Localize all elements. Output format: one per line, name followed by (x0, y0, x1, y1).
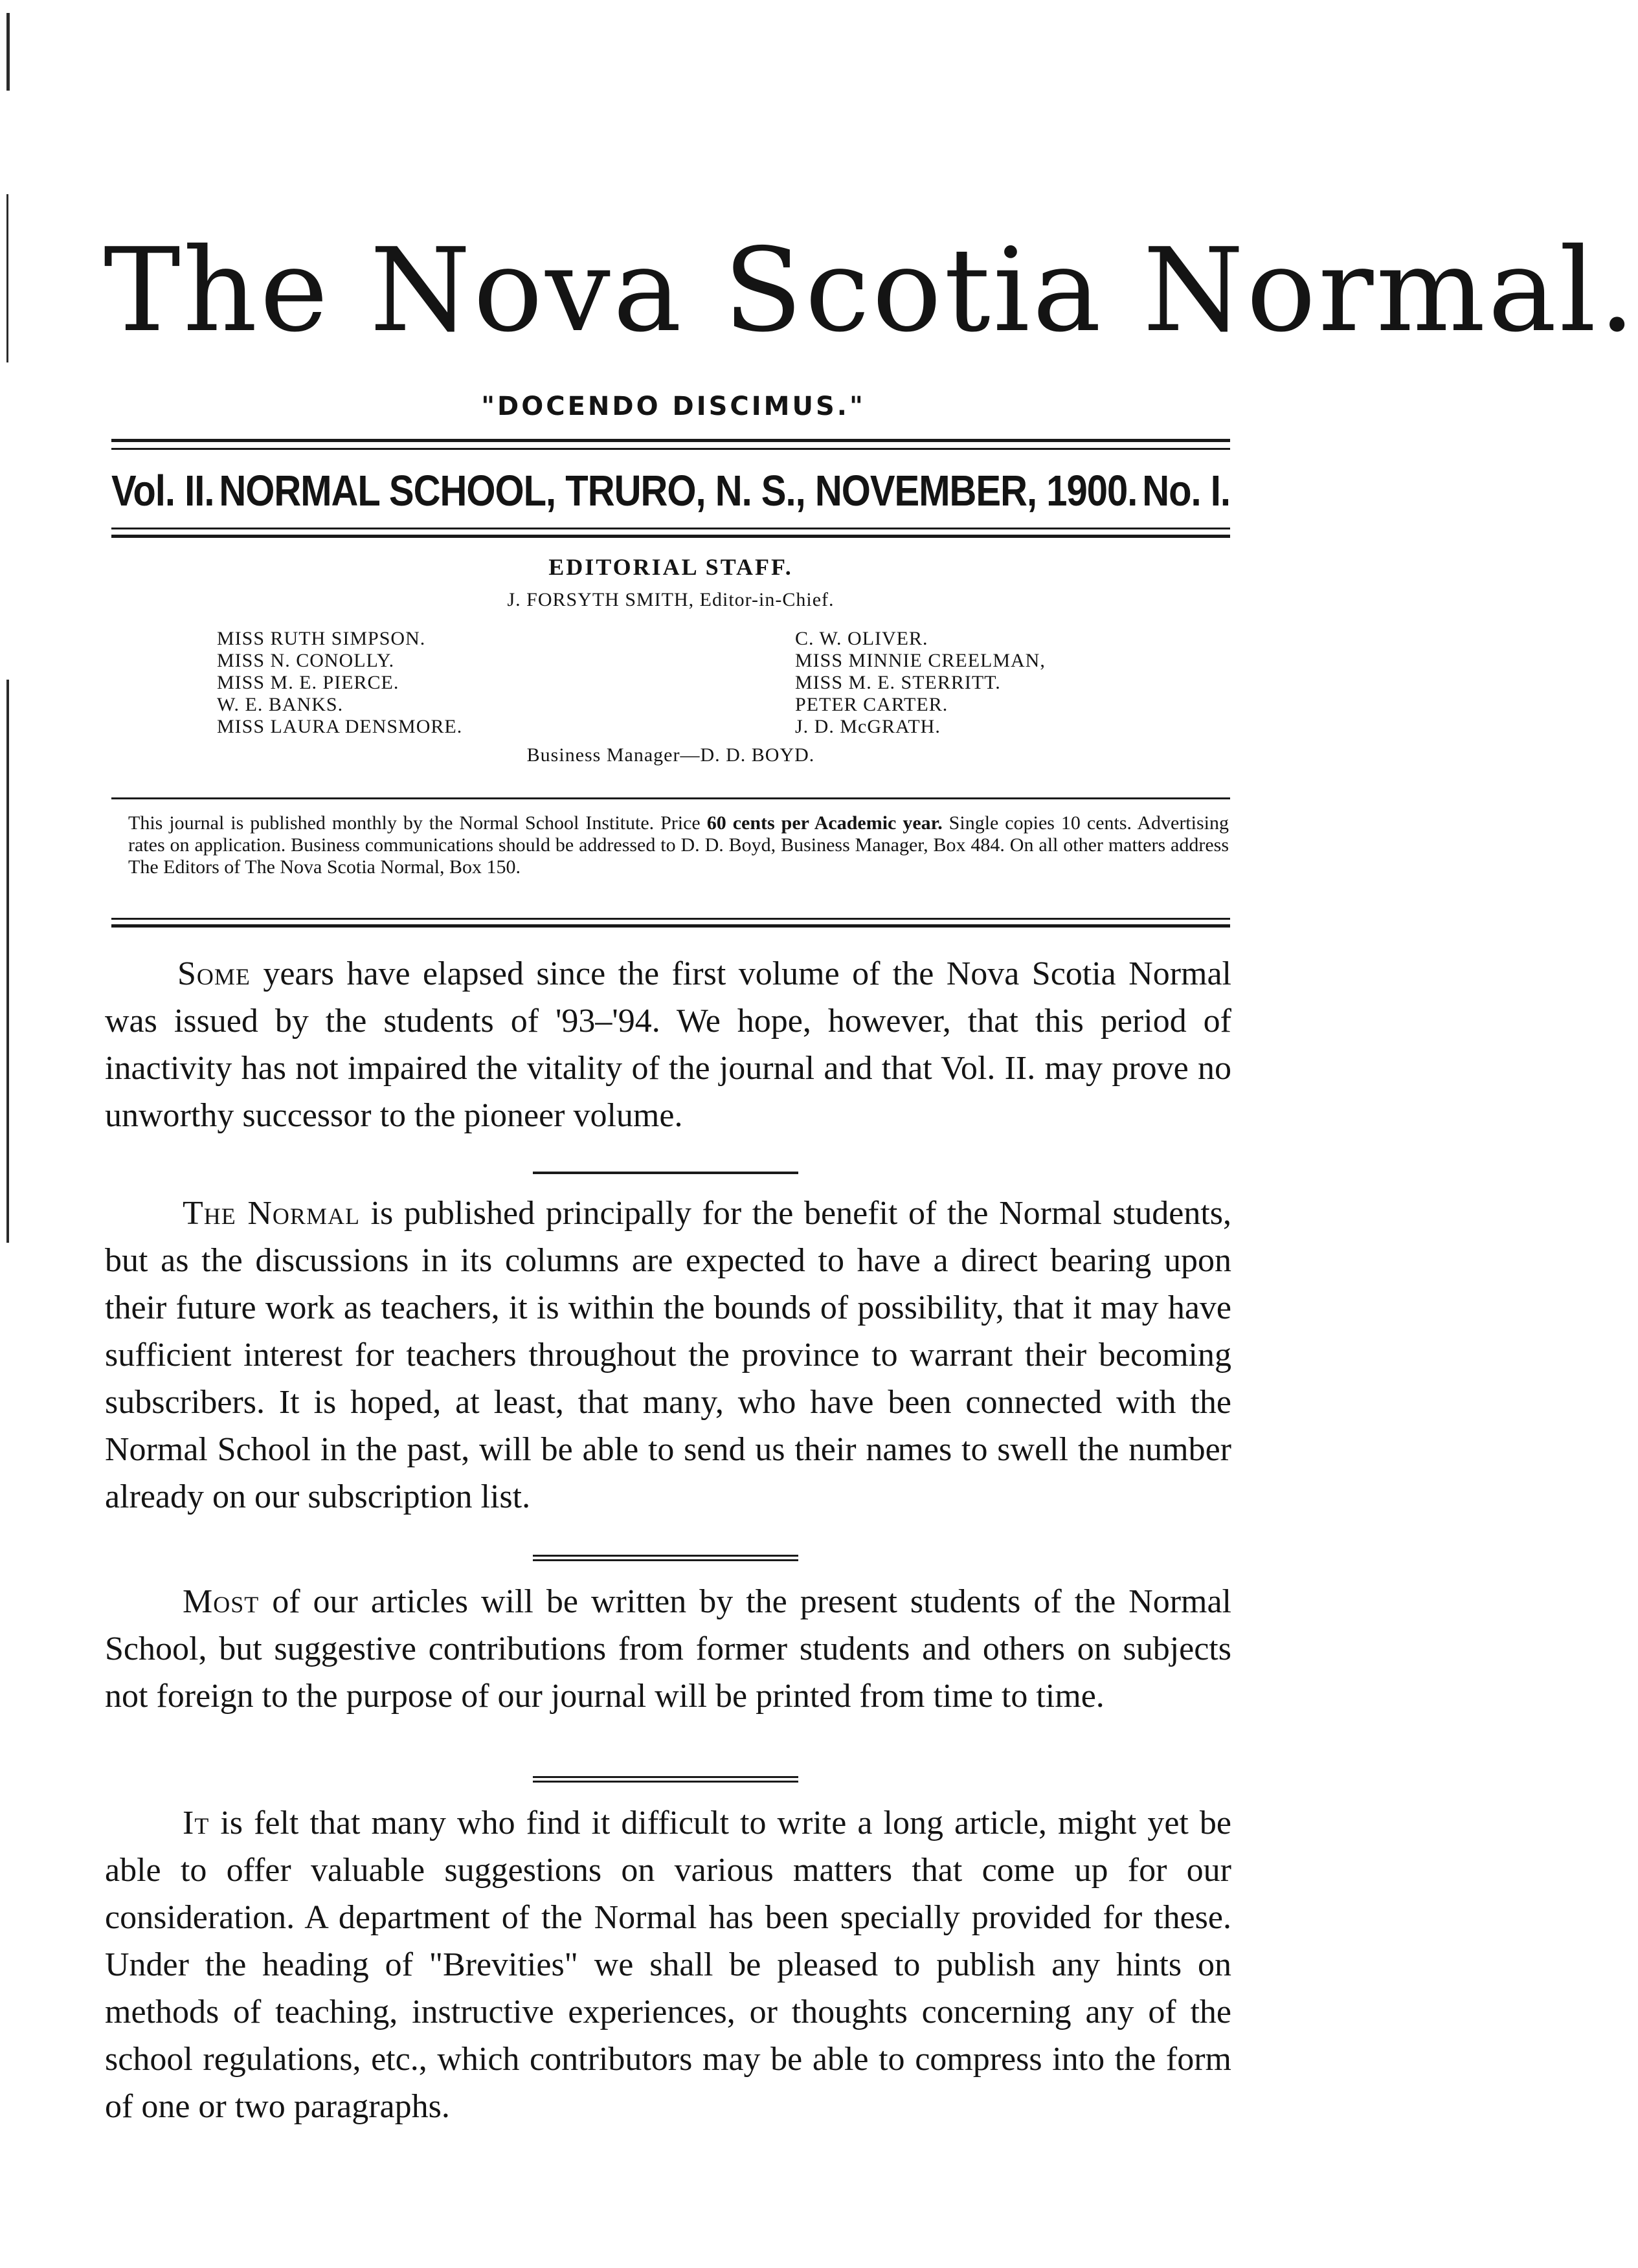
paragraph-lead: Some (177, 955, 251, 992)
rule-mid-1 (111, 528, 1230, 529)
binding-edge-mark (6, 194, 8, 362)
binding-edge-mark (6, 13, 10, 91)
staff-member: MISS MINNIE CREELMAN, (795, 650, 1046, 671)
paragraph-lead: It (183, 1805, 210, 1841)
rule-notice-bottom-2 (111, 924, 1230, 928)
editorial-staff-heading: EDITORIAL STAFF. (548, 554, 793, 580)
masthead-motto: "DOCENDO DISCIMUS." (481, 392, 866, 421)
notice-text-2: Single copies 10 cents. Advertising rates on application. Business communications should be addressed to D. D. Boyd, Business Manager, Box 484. On all other matters address The Editors of The Nova Scotia Normal, Box 150. (128, 812, 1229, 878)
rule-notice-top (111, 797, 1230, 799)
paragraph-lead: The Normal (183, 1195, 360, 1232)
editor-in-chief: J. FORSYTH SMITH, Editor-in-Chief. (507, 589, 835, 610)
issue-volume: Vol. II. (111, 466, 214, 515)
staff-member: MISS M. E. STERRITT. (795, 672, 1001, 693)
issue-line (111, 461, 1230, 520)
section-separator (533, 1555, 798, 1561)
section-separator (533, 1776, 798, 1783)
publication-notice (128, 812, 1229, 878)
staff-member: J. D. McGRATH. (795, 716, 941, 737)
issue-place-date: NORMAL SCHOOL, TRURO, N. S., NOVEMBER, 1900. (219, 466, 1138, 515)
editorial-paragraph (105, 1799, 1231, 2130)
rule-mid-2 (111, 535, 1230, 538)
rule-notice-bottom-1 (111, 918, 1230, 920)
binding-edge-mark (6, 680, 9, 1243)
section-separator (533, 1172, 798, 1174)
paragraph-lead: Most (183, 1583, 260, 1620)
staff-member: MISS LAURA DENSMORE. (217, 716, 463, 737)
issue-number: No. I. (1142, 466, 1230, 515)
paragraph-text: is felt that many who find it difficult to write a long article, might yet be able to offer valuable suggestions on various matters that come up for our consideration. A department of the Normal has been specially provided for these. Under the heading of "Brevities" we shall be pleased to publish any hints on methods of teaching, instructive experiences, or thoughts concerning any of the school regulations, etc., which contributors may be able to compress into the form of one or two paragraphs. (105, 1805, 1231, 2125)
notice-text-1: This journal is published monthly by the Normal School Institute. Price (128, 812, 707, 834)
staff-member: MISS N. CONOLLY. (217, 650, 395, 671)
rule-top-1 (111, 439, 1230, 442)
editorial-paragraph (105, 1578, 1231, 1720)
staff-left-column (217, 628, 462, 738)
staff-member: PETER CARTER. (795, 694, 948, 715)
staff-member: C. W. OLIVER. (795, 628, 928, 649)
editorial-paragraph (105, 1190, 1231, 1520)
paragraph-text: years have elapsed since the first volume of the Nova Scotia Normal was issued by the students of '93–'94. We hope, however, that this period of inactivity has not impaired the vitality of the journal and that Vol. II. may prove no unworthy successor to the pioneer volume. (105, 955, 1231, 1134)
paragraph-text: is published principally for the benefit of the Normal students, but as the discussions in its columns are expected to have a direct bearing upon their future work as teachers, it is within the bounds of possibility, that it may have sufficient interest for teachers throughout the province to warrant their becoming subscribers. It is hoped, at least, that many, who have been connected with the Normal School in the past, will be able to send us their names to swell the number already on our subscription list. (105, 1195, 1231, 1515)
staff-member: MISS M. E. PIERCE. (217, 672, 399, 693)
editorial-paragraph (105, 950, 1231, 1139)
rule-top-2 (111, 448, 1230, 450)
staff-right-column (795, 628, 1046, 738)
staff-member: MISS RUTH SIMPSON. (217, 628, 426, 649)
paragraph-text: of our articles will be written by the present students of the Normal School, but suggestive contributions from former students and others on subjects not foreign to the purpose of our journal will be printed from time to time. (105, 1583, 1231, 1715)
staff-member: W. E. BANKS. (217, 694, 344, 715)
notice-price: 60 cents per Academic year. (706, 812, 943, 834)
masthead-title: The Nova Scotia Normal. (104, 223, 1638, 357)
business-manager: Business Manager—D. D. BOYD. (526, 744, 815, 766)
